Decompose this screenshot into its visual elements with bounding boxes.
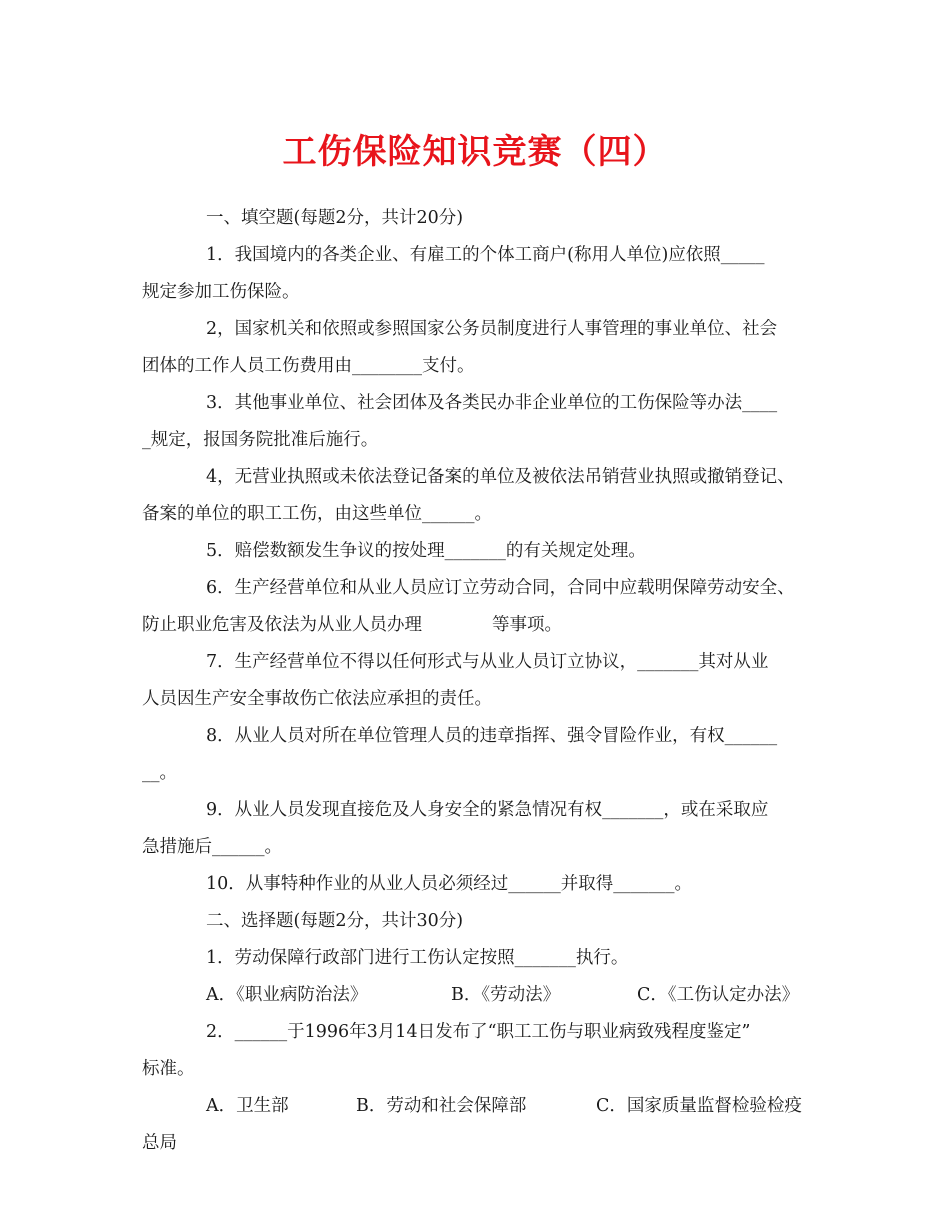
- choice-2-option-c: C．国家质量监督检验检疫: [596, 1096, 802, 1116]
- question-3-line-2: _规定，报国务院批准后施行。: [142, 430, 379, 450]
- choice-1-option-c: C．《工伤认定办法》: [637, 985, 800, 1005]
- choice-question-2-line-2: 标准。: [142, 1059, 195, 1079]
- choice-question-1-options: [142, 977, 812, 1014]
- question-9-line-1: 9．从业人员发现直接危及人身安全的紧急情况有权_______，或在采取应: [206, 800, 769, 820]
- choice-1-option-a: A．《职业病防治法》: [206, 985, 368, 1005]
- question-6-line-1: 6．生产经营单位和从业人员应订立劳动合同，合同中应载明保障劳动安全、: [206, 578, 795, 598]
- question-10-line-1: 10．从事特种作业的从业人员必须经过______并取得_______。: [206, 874, 693, 894]
- question-3-line-1: 3．其他事业单位、社会团体及各类民办非企业单位的工伤保险等办法____: [206, 393, 778, 413]
- question-4-line-1: 4，无营业执照或未依法登记备案的单位及被依法吊销营业执照或撤销登记、: [206, 467, 795, 487]
- question-8-line-2: __。: [142, 763, 177, 783]
- choice-2-option-b: B．劳动和社会保障部: [356, 1096, 527, 1116]
- section-heading-fill-blank: 一、填空题(每题2分，共计20分): [206, 208, 464, 228]
- page-title: 工伤保险知识竞赛（四）: [282, 132, 668, 172]
- section-heading-multiple-choice: 二、选择题(每题2分，共计30分): [206, 911, 464, 931]
- question-1-line-2: 规定参加工伤保险。: [142, 282, 300, 302]
- document-body: [142, 200, 812, 1162]
- choice-question-2-options: [142, 1088, 812, 1125]
- question-9-line-2: 急措施后______。: [142, 837, 282, 857]
- choice-question-2-line-1: 2．______于1996年3月14日发布了“职工工伤与职业病致残程度鉴定”: [206, 1022, 751, 1042]
- question-4-line-2: 备案的单位的职工工伤，由这些单位______。: [142, 504, 492, 524]
- question-2-line-1: 2，国家机关和依照或参照国家公务员制度进行人事管理的事业单位、社会: [206, 319, 778, 339]
- question-7-line-2: 人员因生产安全事故伤亡依法应承担的责任。: [142, 689, 492, 709]
- question-7-line-1: 7．生产经营单位不得以任何形式与从业人员订立协议，_______其对从业: [206, 652, 769, 672]
- question-1-line-1: 1．我国境内的各类企业、有雇工的个体工商户(称用人单位)应依照_____: [206, 245, 765, 265]
- question-5-line-1: 5．赔偿数额发生争议的按处理_______的有关规定处理。: [206, 541, 646, 561]
- question-2-line-2: 团体的工作人员工伤费用由________支付。: [142, 356, 475, 376]
- question-8-line-1: 8．从业人员对所在单位管理人员的违章指挥、强令冒险作业，有权______: [206, 726, 778, 746]
- choice-2-option-c-continued: 总局: [142, 1133, 177, 1153]
- choice-2-option-a: A．卫生部: [206, 1096, 289, 1116]
- question-6-line-2: 防止职业危害及依法为从业人员办理 等事项。: [142, 615, 562, 635]
- choice-question-1: 1．劳动保障行政部门进行工伤认定按照_______执行。: [206, 948, 629, 968]
- choice-1-option-b: B．《劳动法》: [451, 985, 561, 1005]
